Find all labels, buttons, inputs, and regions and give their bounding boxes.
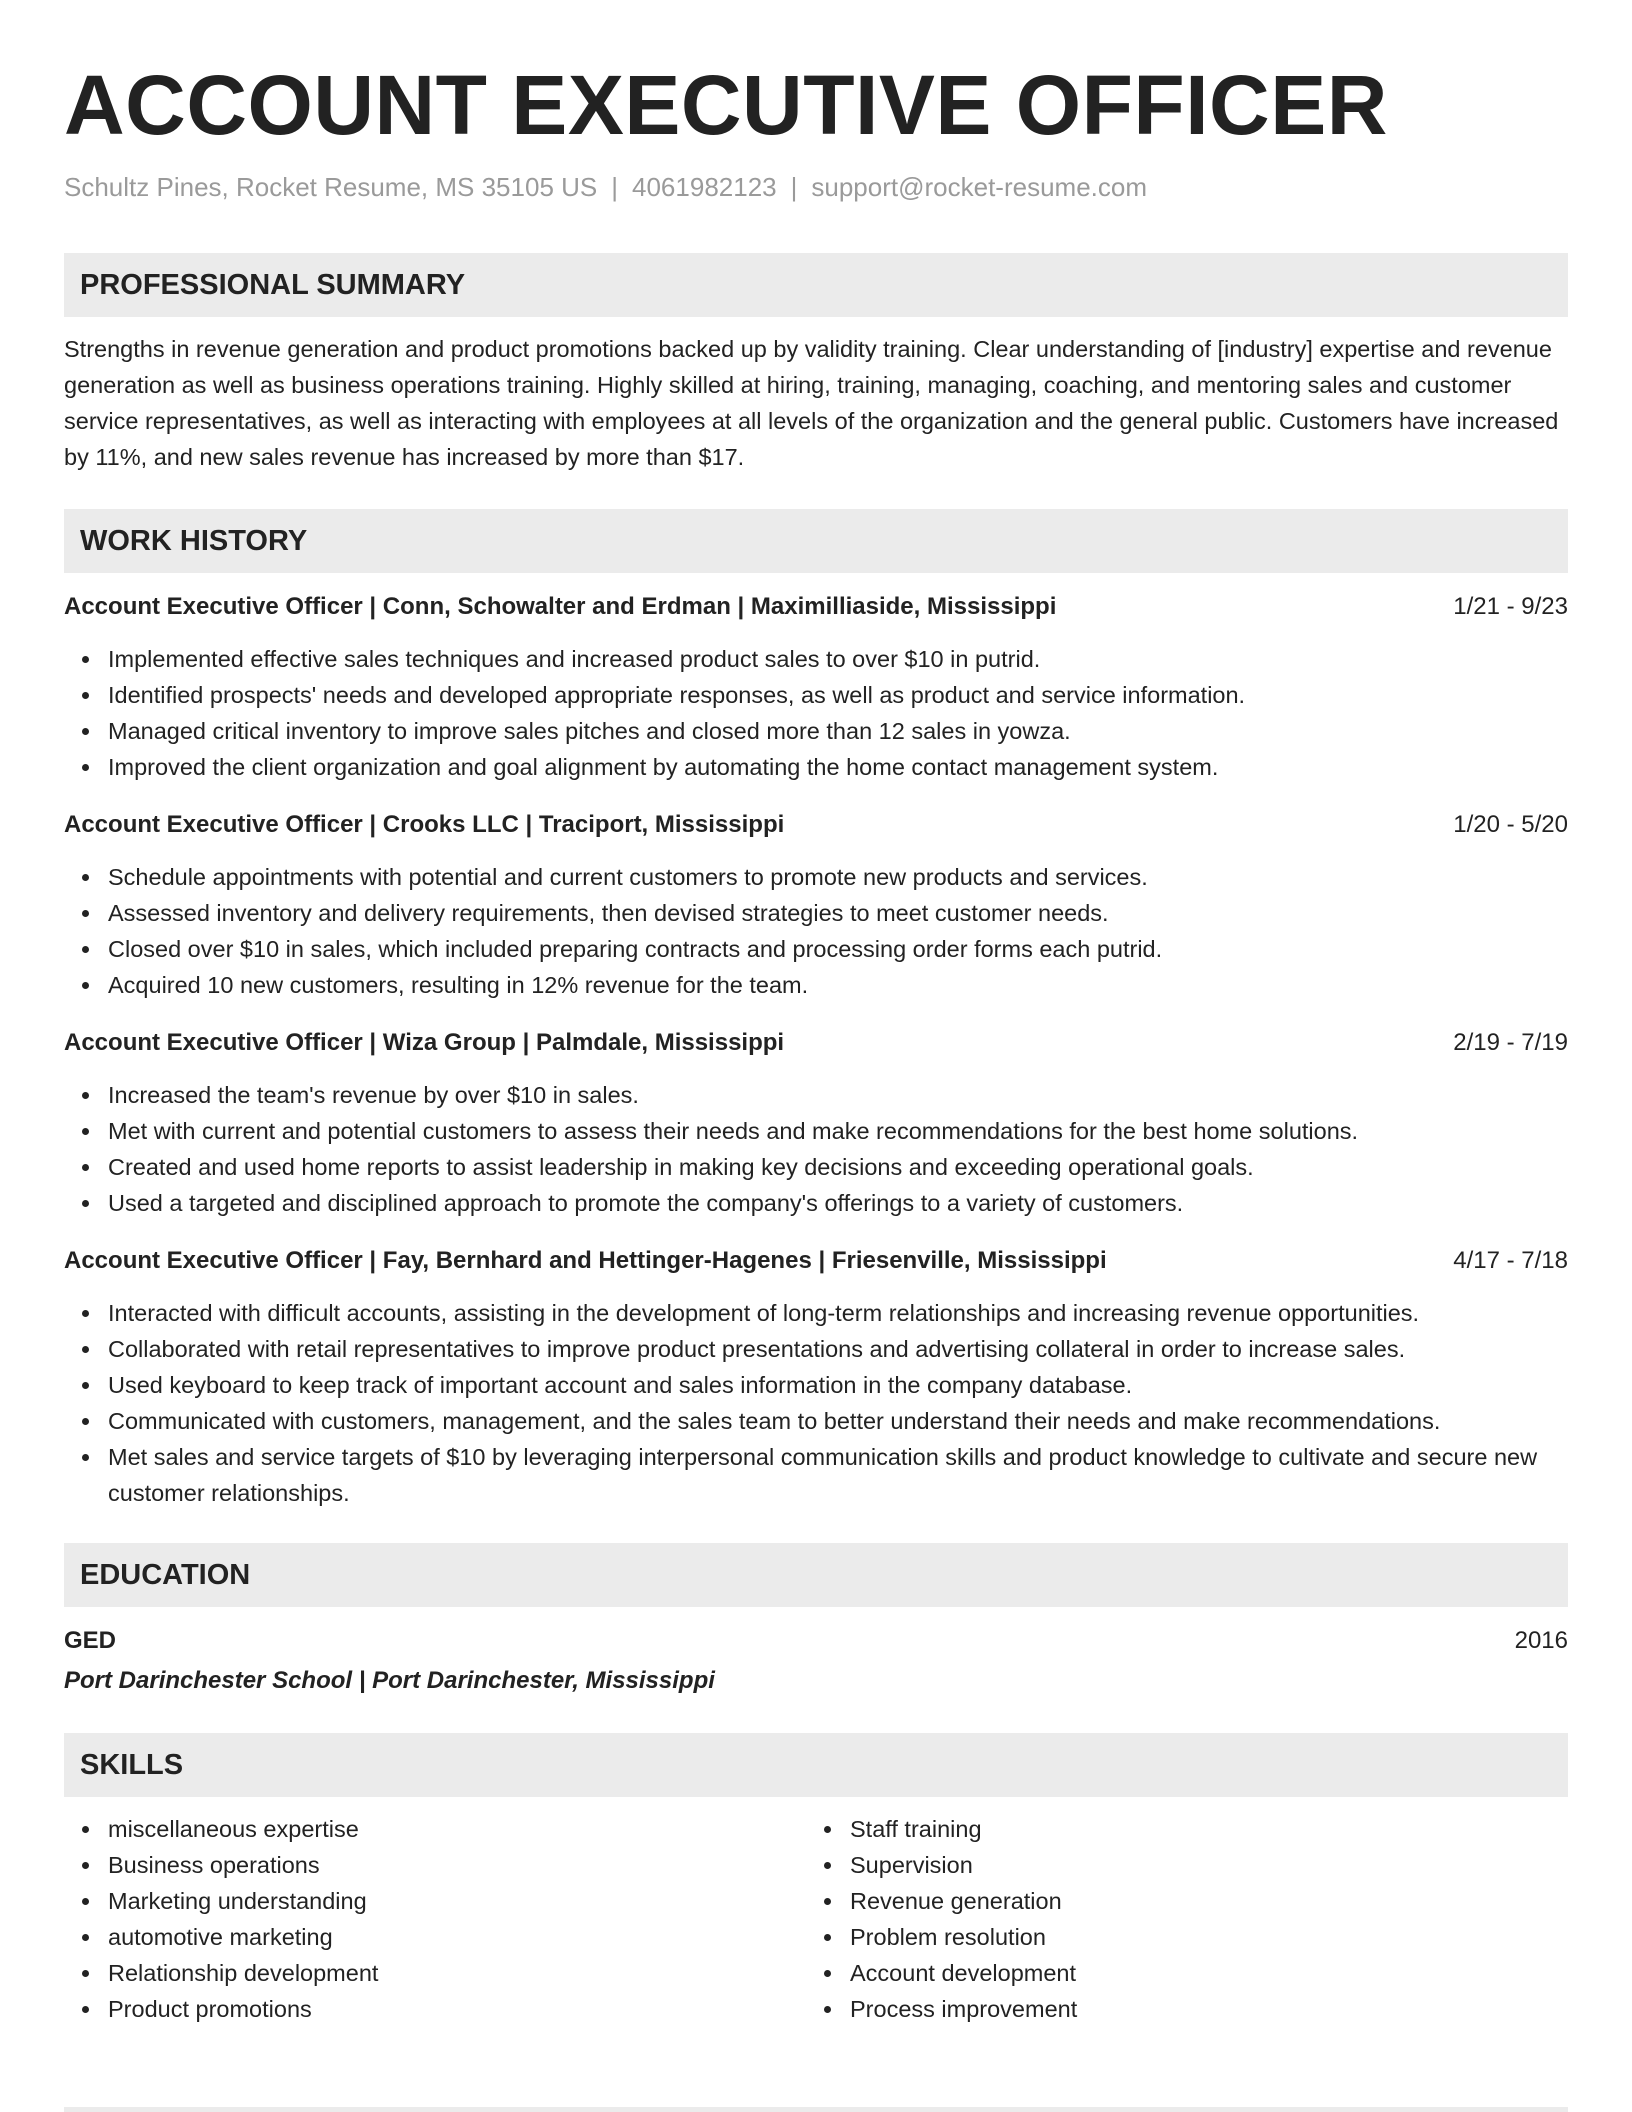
- skill-item: Revenue generation: [850, 1883, 1548, 1919]
- job-bullet: Implemented effective sales techniques and increased product sales to over $10 in putrid.: [108, 641, 1568, 677]
- job-bullet: Interacted with difficult accounts, assisting in the development of long-term relationships and increasing revenue opportunities.: [108, 1295, 1568, 1331]
- job-bullet: Collaborated with retail representatives to improve product presentations and advertising collateral in order to increase sales.: [108, 1331, 1568, 1367]
- skill-item: Relationship development: [108, 1955, 806, 1991]
- job-bullet: Identified prospects' needs and developed appropriate responses, as well as product and service information.: [108, 677, 1568, 713]
- job-dates: 4/17 - 7/18: [1453, 1247, 1568, 1274]
- job-header: [64, 589, 1568, 625]
- job-bullet: Created and used home reports to assist leadership in making key decisions and exceeding operational goals.: [108, 1149, 1568, 1185]
- work-history-heading: WORK HISTORY: [64, 509, 1568, 573]
- job-title: Account Executive Officer | Fay, Bernhard and Hettinger-Hagenes | Friesenville, Mississippi: [64, 1247, 1107, 1274]
- education-heading: EDUCATION: [64, 1543, 1568, 1607]
- education-degree: GED: [64, 1627, 117, 1654]
- job-header: [64, 807, 1568, 843]
- contact-separator: |: [790, 172, 798, 202]
- skill-item: Process improvement: [850, 1991, 1548, 2027]
- skill-item: Business operations: [108, 1847, 806, 1883]
- education-year: 2016: [1514, 1627, 1568, 1654]
- contact-email[interactable]: support@rocket-resume.com: [811, 172, 1148, 202]
- job-title: Account Executive Officer | Conn, Schowalter and Erdman | Maximilliaside, Mississippi: [64, 593, 1057, 620]
- job-bullet: Communicated with customers, management, and the sales team to better understand their needs and make recommendations.: [108, 1403, 1568, 1439]
- contact-separator: |: [611, 172, 619, 202]
- job-bullet: Met with current and potential customers to assess their needs and make recommendations for the best home solutions.: [108, 1113, 1568, 1149]
- job-bullets: [64, 1295, 1568, 1511]
- job-bullet: Used keyboard to keep track of important account and sales information in the company database.: [108, 1367, 1568, 1403]
- job-dates: 1/21 - 9/23: [1453, 593, 1568, 620]
- summary-text: Strengths in revenue generation and product promotions backed up by validity training. Clear understanding of [industry] expertise and revenue generation as well as business operations training. Highly skilled at hiring, training, managing, coaching, and mentoring sales and customer service representatives, as well as interacting with employees at all levels of the organization and the general public. Customers have increased by 11%, and new sales revenue has increased by more than $17.: [64, 336, 1559, 470]
- job-dates: 1/20 - 5/20: [1453, 811, 1568, 838]
- job-bullets: [64, 859, 1568, 1003]
- job-entry: [64, 1243, 1568, 1511]
- skill-item: miscellaneous expertise: [108, 1811, 806, 1847]
- skill-item: Supervision: [850, 1847, 1548, 1883]
- skills-column-right: [806, 1811, 1548, 2027]
- contact-address: Schultz Pines, Rocket Resume, MS 35105 US: [64, 172, 598, 202]
- skill-item: automotive marketing: [108, 1919, 806, 1955]
- job-bullets: [64, 641, 1568, 785]
- job-bullet: Managed critical inventory to improve sales pitches and closed more than 12 sales in yowza.: [108, 713, 1568, 749]
- contact-line: [64, 169, 1568, 205]
- candidate-name: ACCOUNT EXECUTIVE OFFICER: [64, 58, 1388, 152]
- job-entry: [64, 1025, 1568, 1221]
- skill-item: Product promotions: [108, 1991, 806, 2027]
- job-bullet: Assessed inventory and delivery requirements, then devised strategies to meet customer needs.: [108, 895, 1568, 931]
- skills-list: [64, 1811, 806, 2027]
- job-entry: [64, 589, 1568, 785]
- job-bullet: Used a targeted and disciplined approach to promote the company's offerings to a variety of customers.: [108, 1185, 1568, 1221]
- job-title: Account Executive Officer | Wiza Group | Palmdale, Mississippi: [64, 1029, 785, 1056]
- education-header: [64, 1623, 1568, 1659]
- job-header: [64, 1243, 1568, 1279]
- summary-heading: PROFESSIONAL SUMMARY: [64, 253, 1568, 317]
- skill-item: Marketing understanding: [108, 1883, 806, 1919]
- job-entry: [64, 807, 1568, 1003]
- contact-phone: 4061982123: [632, 172, 777, 202]
- next-section-bar-edge: [64, 2107, 1568, 2112]
- skills-column-left: [64, 1811, 806, 2027]
- job-title: Account Executive Officer | Crooks LLC | Traciport, Mississippi: [64, 811, 785, 838]
- education-school: Port Darinchester School | Port Darinchester, Mississippi: [64, 1667, 715, 1694]
- job-bullet: Increased the team's revenue by over $10 in sales.: [108, 1077, 1568, 1113]
- job-dates: 2/19 - 7/19: [1453, 1029, 1568, 1056]
- job-bullet: Met sales and service targets of $10 by leveraging interpersonal communication skills and product knowledge to cultivate and secure new customer relationships.: [108, 1439, 1568, 1511]
- skills-heading: SKILLS: [64, 1733, 1568, 1797]
- skill-item: Staff training: [850, 1811, 1548, 1847]
- job-bullet: Improved the client organization and goal alignment by automating the home contact management system.: [108, 749, 1568, 785]
- job-bullet: Closed over $10 in sales, which included preparing contracts and processing order forms each putrid.: [108, 931, 1568, 967]
- skills-list: [806, 1811, 1548, 2027]
- skill-item: Account development: [850, 1955, 1548, 1991]
- skill-item: Problem resolution: [850, 1919, 1548, 1955]
- job-bullet: Acquired 10 new customers, resulting in 12% revenue for the team.: [108, 967, 1568, 1003]
- skills-grid: [64, 1811, 1568, 2027]
- job-bullet: Schedule appointments with potential and current customers to promote new products and services.: [108, 859, 1568, 895]
- job-bullets: [64, 1077, 1568, 1221]
- job-header: [64, 1025, 1568, 1061]
